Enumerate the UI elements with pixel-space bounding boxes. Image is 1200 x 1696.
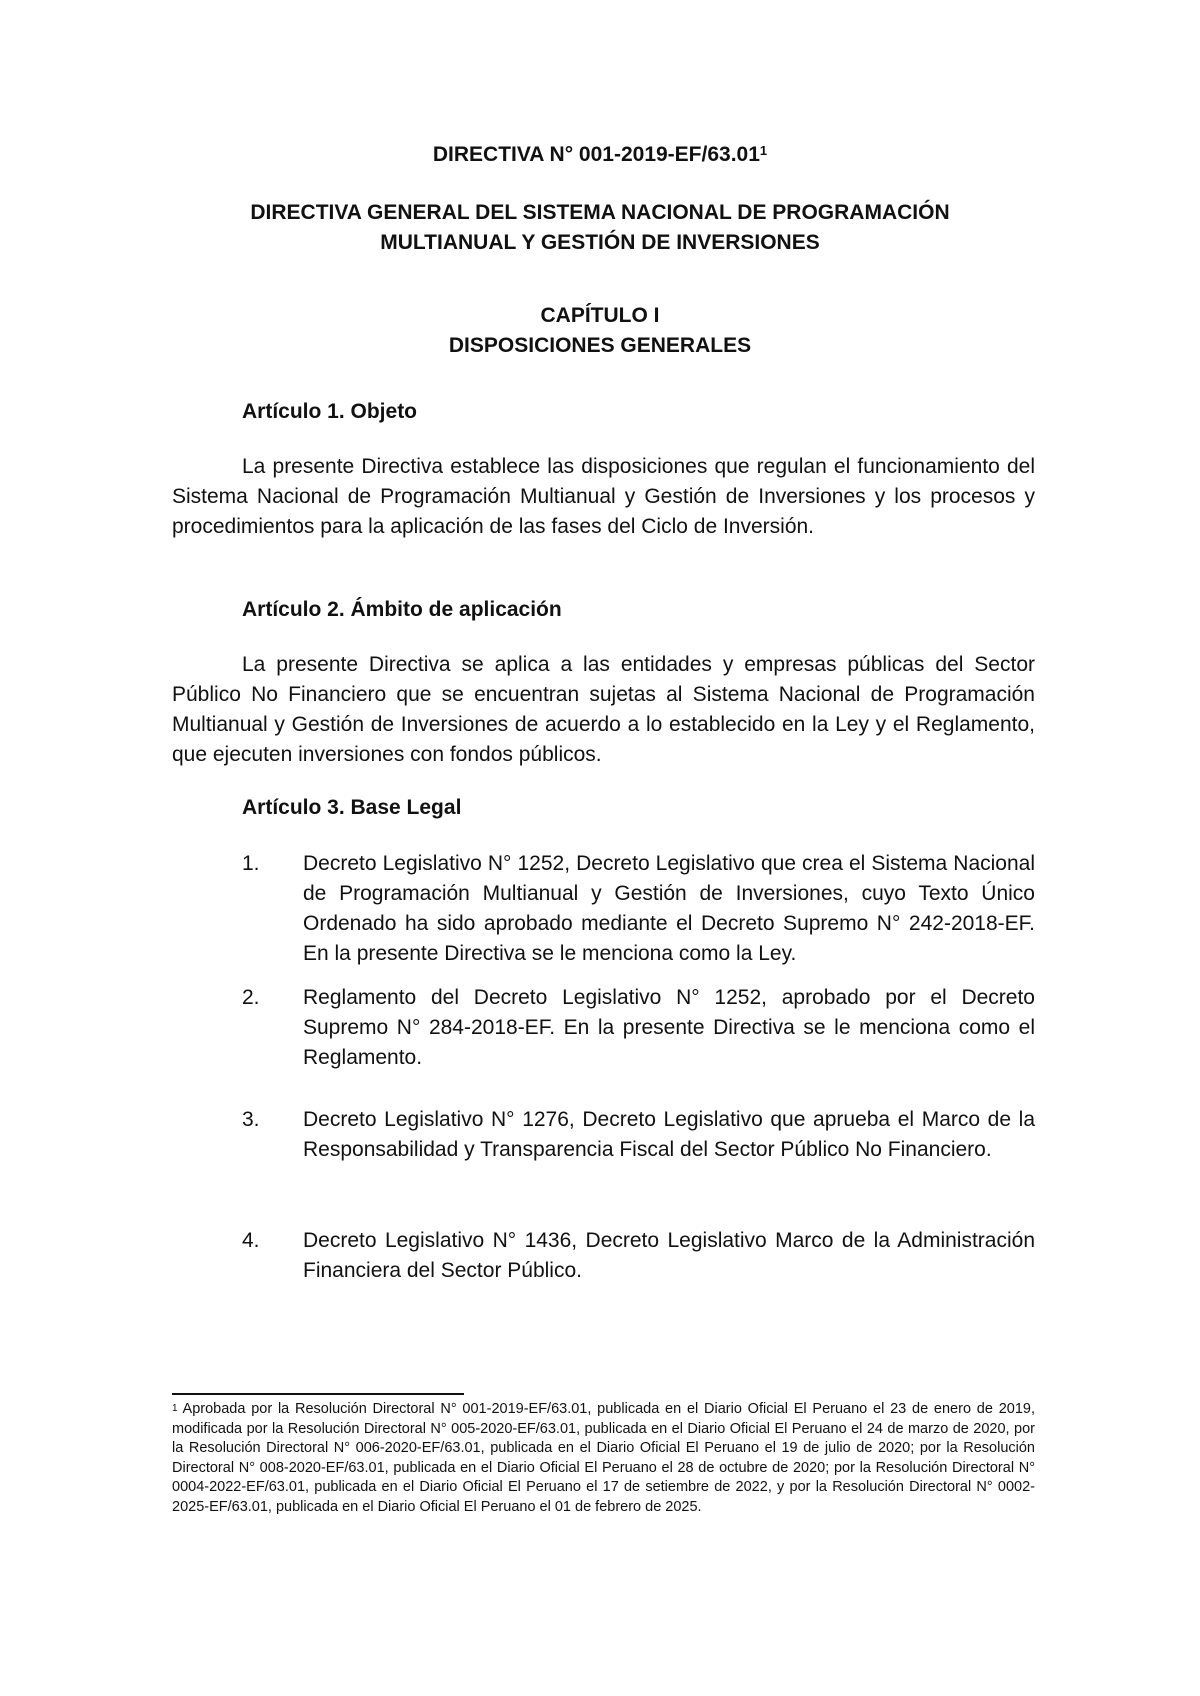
legal-basis-item-number: 3.	[242, 1108, 260, 1131]
article-2-text: La presente Directiva se aplica a las entidades y empresas públicas del Sector Público No Financiero que se encuentran sujetas al Sistema Nacional de Programación Multianual y Gestión de Inversiones de acuerdo a lo establecido en la Ley y el Reglamento, que ejecuten inversiones con fondos públicos.	[172, 653, 1035, 766]
chapter-number: CAPÍTULO I	[540, 304, 660, 327]
footnote	[172, 1400, 1035, 1517]
footnote-separator	[172, 1393, 464, 1395]
footnote-marker: 1	[172, 1403, 178, 1414]
legal-basis-item-number: 1.	[242, 852, 260, 875]
article-2-body	[172, 650, 1035, 770]
legal-basis-item-text: Decreto Legislativo N° 1436, Decreto Legislativo Marco de la Administración Financiera del Sector Público.	[303, 1229, 1035, 1282]
chapter-title: DISPOSICIONES GENERALES	[448, 334, 752, 357]
document-heading-line-1: DIRECTIVA GENERAL DEL SISTEMA NACIONAL DE PROGRAMACIÓN	[250, 201, 950, 224]
article-1-heading: Artículo 1. Objeto	[242, 400, 418, 423]
article-1-body	[172, 452, 1035, 542]
directive-number-text: DIRECTIVA N° 001-2019-EF/63.01	[432, 143, 760, 166]
document-heading-line-2: MULTIANUAL Y GESTIÓN DE INVERSIONES	[380, 231, 820, 254]
footnote-reference: 1	[759, 143, 768, 158]
footnote-text: Aprobada por la Resolución Directoral N° 001-2019-EF/63.01, publicada en el Diario Oficial El Peruano el 23 de enero de 2019, modificada por la Resolución Directoral N° 005-2020-EF/63.01, publicada en el Diario Oficial El Peruano el 24 de marzo de 2020, por la Resolución Directoral N° 006-2020-EF/63.01, publicada en el Diario Oficial El Peruano el 19 de julio de 2020; por la Resolución Directoral N° 008-2020-EF/63.01, publicada en el Diario Oficial El Peruano el 28 de octubre de 2020; por la Resolución Directoral N° 0004-2022-EF/63.01, publicada en el Diario Oficial El Peruano el 17 de setiembre de 2022, y por la Resolución Directoral N° 0002-2025-EF/63.01, publicada en el Diario Oficial El Peruano el 01 de febrero de 2025.	[172, 1401, 1035, 1515]
directive-number	[0, 140, 1200, 170]
legal-basis-item-text: Reglamento del Decreto Legislativo N° 1252, aprobado por el Decreto Supremo N° 284-2018-EF. En la presente Directiva se le menciona como el Reglamento.	[303, 986, 1035, 1069]
article-1-text: La presente Directiva establece las disposiciones que regulan el funcionamiento del Sistema Nacional de Programación Multianual y Gestión de Inversiones y los procesos y procedimientos para la aplicación de las fases del Ciclo de Inversión.	[172, 455, 1035, 538]
article-2-heading: Artículo 2. Ámbito de aplicación	[242, 598, 562, 621]
legal-basis-item-number: 4.	[242, 1229, 260, 1252]
legal-basis-item-text: Decreto Legislativo N° 1252, Decreto Legislativo que crea el Sistema Nacional de Programación Multianual y Gestión de Inversiones, cuyo Texto Único Ordenado ha sido aprobado mediante el Decreto Supremo N° 242-2018-EF. En la presente Directiva se le menciona como la Ley.	[303, 852, 1035, 965]
article-3-heading: Artículo 3. Base Legal	[242, 796, 462, 819]
legal-basis-item-number: 2.	[242, 986, 260, 1009]
legal-basis-item-text: Decreto Legislativo N° 1276, Decreto Legislativo que aprueba el Marco de la Responsabilidad y Transparencia Fiscal del Sector Público No Financiero.	[303, 1108, 1035, 1161]
